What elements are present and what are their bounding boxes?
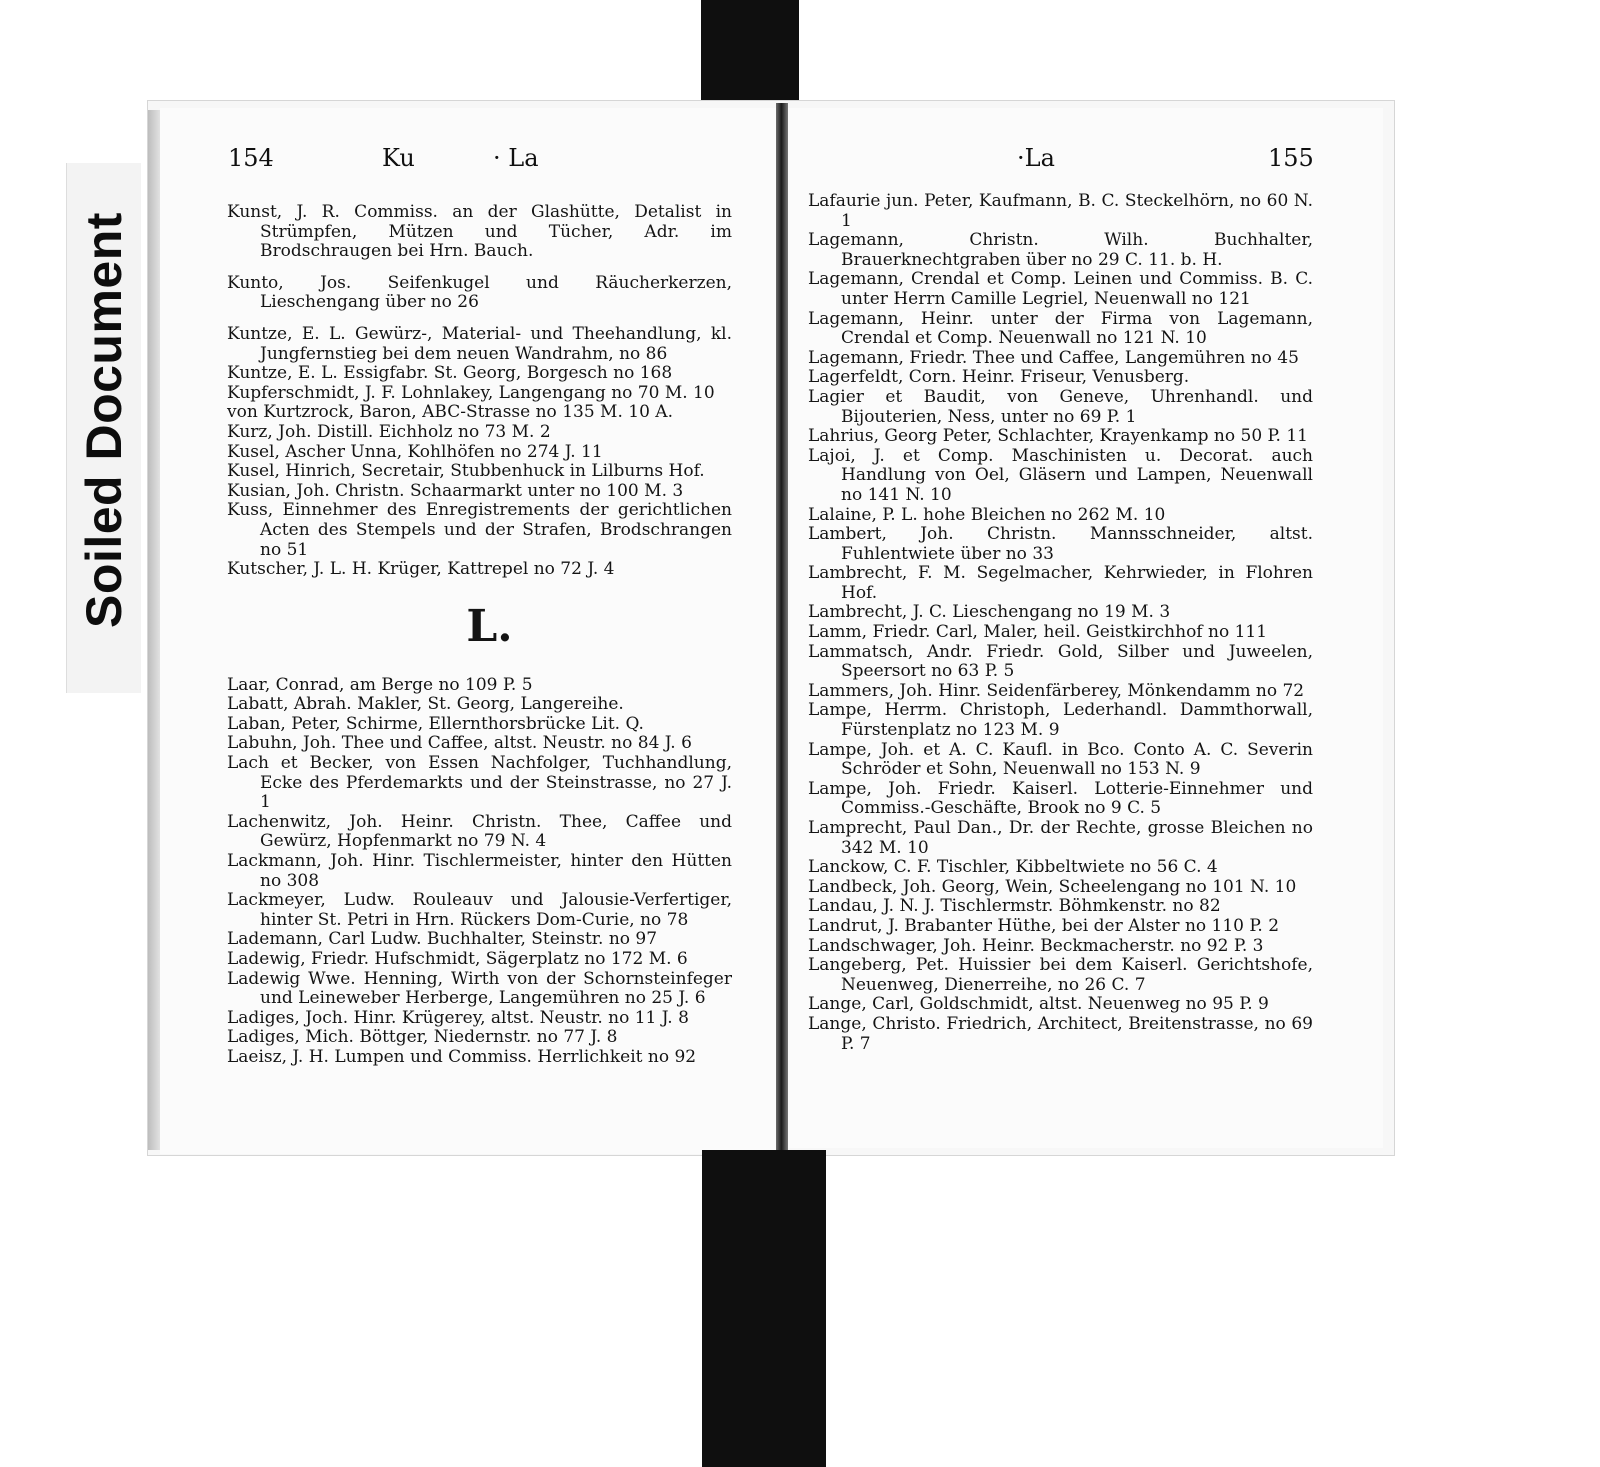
directory-entry: Kusel, Hinrich, Secretair, Stubbenhuck in Lilburns Hof.	[227, 461, 705, 482]
left-directory-column	[227, 203, 732, 1068]
directory-entry: Ladiges, Joch. Hinr. Krügerey, altst. Neustr. no 11 J. 8	[227, 1007, 689, 1028]
directory-entry: Kuss, Einnehmer des Enregistrements der gerichtlichen Acten des Stempels und der Strafen, Brodschrangen no 51	[227, 500, 732, 560]
bottom-binding-tab	[702, 1150, 826, 1467]
directory-entry: Lampe, Joh. et A. C. Kaufl. in Bco. Conto A. C. Severin Schröder et Sohn, Neuenwall no 153 N. 9	[808, 739, 1313, 780]
directory-entry: Lampe, Herrm. Christoph, Lederhandl. Dammthorwall, Fürstenplatz no 123 M. 9	[808, 700, 1313, 741]
directory-entry: Lachenwitz, Joh. Heinr. Christn. Thee, Caffee und Gewürz, Hopfenmarkt no 79 N. 4	[227, 811, 732, 852]
directory-entry: Lamm, Friedr. Carl, Maler, heil. Geistkirchhof no 111	[808, 622, 1268, 643]
directory-entry: Labuhn, Joh. Thee und Caffee, altst. Neustr. no 84 J. 6	[227, 733, 692, 754]
directory-entry: Lach et Becker, von Essen Nachfolger, Tuchhandlung, Ecke des Pferdemarkts und der Steinstrasse, no 27 J. 1	[227, 753, 732, 813]
directory-entry: Landschwager, Joh. Heinr. Beckmacherstr. no 92 P. 3	[808, 935, 1264, 956]
directory-entry: Lagemann, Friedr. Thee und Caffee, Langemühren no 45	[808, 347, 1299, 368]
directory-entry: Lange, Carl, Goldschmidt, altst. Neuenweg no 95 P. 9	[808, 994, 1269, 1015]
directory-entry: Kusian, Joh. Christn. Schaarmarkt unter no 100 M. 3	[227, 480, 684, 501]
left-header-ku: Ku	[382, 144, 415, 172]
directory-entry: Lackmeyer, Ludw. Rouleauv und Jalousie-Verfertiger, hinter St. Petri in Hrn. Rückers Dom-Curie, no 78	[227, 890, 732, 930]
directory-entry: Landbeck, Joh. Georg, Wein, Scheelengang no 101 N. 10	[808, 876, 1297, 897]
directory-entry: Landrut, J. Brabanter Hüthe, bei der Alster no 110 P. 2	[808, 915, 1280, 936]
directory-entry: Kuntze, E. L. Gewürz-, Material- und Theehandlung, kl. Jungfernstieg bei dem neuen Wandrahm, no 86	[227, 323, 732, 364]
directory-entry: Lagemann, Crendal et Comp. Leinen und Commiss. B. C. unter Herrn Camille Legriel, Neuenwall no 121	[808, 269, 1313, 309]
directory-entry: Kupferschmidt, J. F. Lohnlakey, Langengang no 70 M. 10	[227, 382, 715, 403]
directory-entry: Laeisz, J. H. Lumpen und Commiss. Herrlichkeit no 92	[227, 1046, 697, 1067]
directory-entry: Lagemann, Christn. Wilh. Buchhalter, Brauerknechtgraben über no 29 C. 11. b. H.	[808, 230, 1313, 270]
directory-entry: Langeberg, Pet. Huissier bei dem Kaiserl. Gerichtshofe, Neuenweg, Dienerreihe, no 26 C. 7	[808, 955, 1313, 995]
directory-entry: Labatt, Abrah. Makler, St. Georg, Langereihe.	[227, 694, 624, 715]
directory-entry: Kutscher, J. L. H. Krüger, Kattrepel no 72 J. 4	[227, 559, 615, 580]
directory-entry: von Kurtzrock, Baron, ABC-Strasse no 135 M. 10 A.	[227, 402, 673, 423]
directory-entry: Kuntze, E. L. Essigfabr. St. Georg, Borgesch no 168	[227, 363, 673, 384]
directory-entry: Lammers, Joh. Hinr. Seidenfärberey, Mönkendamm no 72	[808, 680, 1305, 701]
directory-entry: Lammatsch, Andr. Friedr. Gold, Silber und Juweelen, Speersort no 63 P. 5	[808, 641, 1313, 682]
directory-entry: Lagerfeldt, Corn. Heinr. Friseur, Venusberg.	[808, 367, 1190, 388]
directory-entry: Kunst, J. R. Commiss. an der Glashütte, Detalist in Strümpfen, Mützen und Tücher, Adr. im Brodschraugen bei Hrn. Bauch.	[227, 202, 732, 262]
left-header-la: · La	[493, 144, 539, 172]
directory-entry: Kunto, Jos. Seifenkugel und Räucherkerzen, Lieschengang über no 26	[227, 272, 732, 313]
directory-entry: Kusel, Ascher Unna, Kohlhöfen no 274 J. 11	[227, 441, 603, 462]
directory-entry: Kurz, Joh. Distill. Eichholz no 73 M. 2	[227, 421, 551, 442]
directory-entry: Lagemann, Heinr. unter der Firma von Lagemann, Crendal et Comp. Neuenwall no 121 N. 10	[808, 308, 1313, 349]
left-page-number: 154	[228, 144, 274, 172]
section-letter-heading: L.	[466, 600, 513, 652]
directory-entry: Ladewig Wwe. Henning, Wirth von der Schornsteinfeger und Leineweber Herberge, Langemühren no 25 J. 6	[227, 968, 732, 1009]
right-directory-column	[808, 192, 1313, 1054]
directory-entry: Lafaurie jun. Peter, Kaufmann, B. C. Steckelhörn, no 60 N. 1	[808, 191, 1313, 231]
directory-entry: Landau, J. N. J. Tischlermstr. Böhmkenstr. no 82	[808, 896, 1221, 917]
directory-entry: Lahrius, Georg Peter, Schlachter, Krayenkamp no 50 P. 11	[808, 426, 1308, 447]
directory-entry: Laar, Conrad, am Berge no 109 P. 5	[227, 674, 533, 695]
directory-entry: Lalaine, P. L. hohe Bleichen no 262 M. 10	[808, 504, 1166, 525]
soiled-document-label: Soiled Document	[76, 212, 132, 628]
directory-entry: Ladiges, Mich. Böttger, Niedernstr. no 77 J. 8	[227, 1027, 618, 1048]
directory-entry: Lajoi, J. et Comp. Maschinisten u. Decorat. auch Handlung von Oel, Gläsern und Lampen, Neuenwall no 141 N. 10	[808, 445, 1313, 505]
directory-entry: Lackmann, Joh. Hinr. Tischlermeister, hinter den Hütten no 308	[227, 851, 732, 891]
directory-entry: Lambrecht, J. C. Lieschengang no 19 M. 3	[808, 602, 1171, 623]
directory-entry: Ladewig, Friedr. Hufschmidt, Sägerplatz no 172 M. 6	[227, 949, 688, 969]
right-header-la: ·La	[1017, 144, 1055, 172]
directory-entry: Lagier et Baudit, von Geneve, Uhrenhandl. und Bijouterien, Ness, unter no 69 P. 1	[808, 386, 1313, 427]
directory-entry: Lademann, Carl Ludw. Buchhalter, Steinstr. no 97	[227, 929, 658, 950]
directory-entry: Lanckow, C. F. Tischler, Kibbeltwiete no 56 C. 4	[808, 857, 1218, 878]
directory-entry: Lambert, Joh. Christn. Mannsschneider, altst. Fuhlentwiete über no 33	[808, 524, 1313, 564]
directory-entry: Lange, Christo. Friedrich, Architect, Breitenstrasse, no 69 P. 7	[808, 1013, 1313, 1054]
directory-entry: Lambrecht, F. M. Segelmacher, Kehrwieder, in Flohren Hof.	[808, 563, 1313, 603]
directory-entry: Lamprecht, Paul Dan., Dr. der Rechte, grosse Bleichen no 342 M. 10	[808, 818, 1313, 858]
book-gutter	[776, 103, 788, 1153]
directory-entry: Laban, Peter, Schirme, Ellernthorsbrücke Lit. Q.	[227, 713, 644, 734]
directory-entry: Lampe, Joh. Friedr. Kaiserl. Lotterie-Einnehmer und Commiss.-Geschäfte, Brook no 9 C. 5	[808, 778, 1313, 819]
right-page-number: 155	[1268, 144, 1314, 172]
